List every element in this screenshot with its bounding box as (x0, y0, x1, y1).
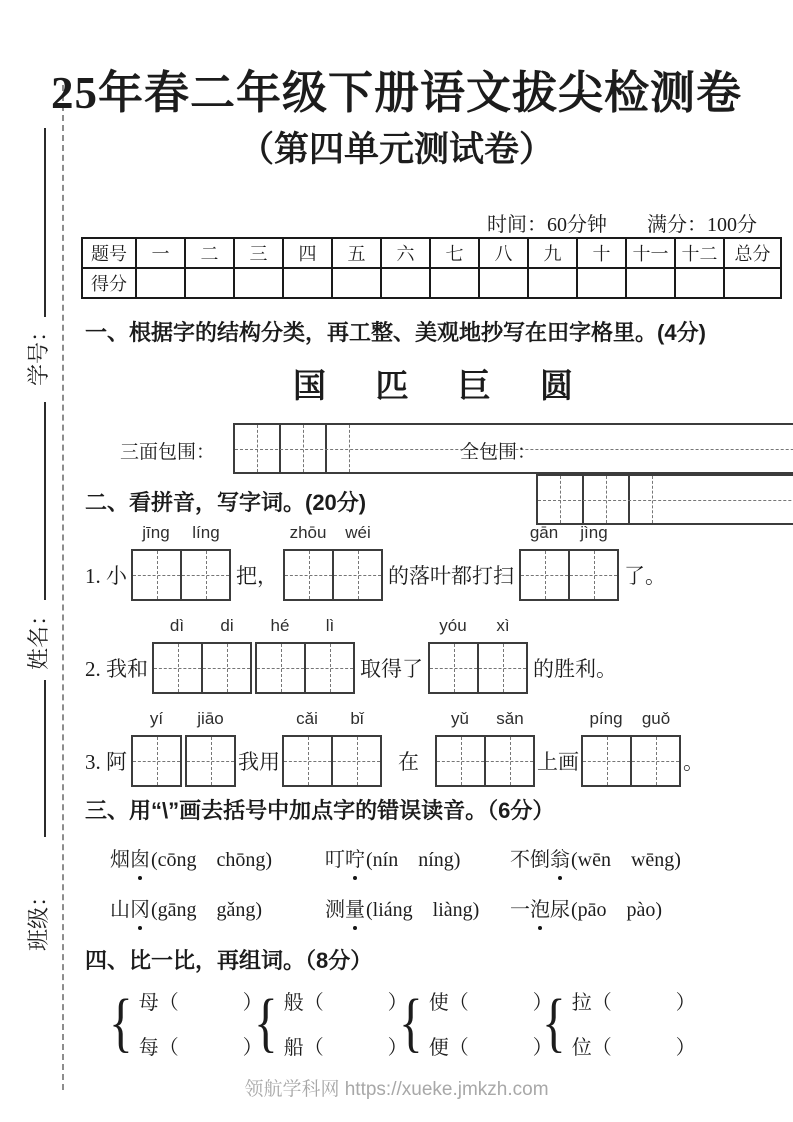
question-col: 九 (528, 238, 577, 268)
dotted-char: 冈 (130, 893, 150, 922)
practice-char: 匹 (375, 369, 409, 405)
tian-cell[interactable] (538, 476, 584, 523)
pronunciation-item (110, 843, 272, 872)
dotted-char: 囱 (130, 843, 150, 872)
score-cell[interactable] (185, 268, 234, 298)
word-text: 山 (110, 899, 130, 921)
practice-char: 国 (293, 369, 326, 405)
compare-char: 便 (428, 1037, 449, 1059)
compare-char: 使 (428, 992, 449, 1014)
sentence-text: 在 (398, 750, 419, 774)
pinyin-row (519, 523, 619, 543)
sentence-text: 了。 (624, 564, 666, 588)
sentence-text: 3. 阿 (85, 750, 127, 774)
tian-cell[interactable] (584, 476, 630, 523)
pinyin-syllable: lì (325, 616, 335, 635)
tian-cell[interactable] (333, 737, 380, 785)
pinyin-syllable: yóu (439, 616, 467, 635)
section1-heading: 一、根据字的结构分类，再工整、美观地抄写在田字格里。(4分) (85, 320, 706, 345)
tian-cell[interactable] (203, 644, 250, 692)
dotted-char: 翁 (550, 843, 570, 872)
question-col: 一 (136, 238, 185, 268)
pinyin-line-3 (85, 709, 706, 785)
compare-char: 母 (138, 992, 159, 1014)
score-cell[interactable] (381, 268, 430, 298)
score-cell[interactable] (528, 268, 577, 298)
sentence-text: 1. 小 (85, 564, 127, 588)
answer-blank[interactable]: （ ） (158, 1037, 264, 1059)
pronunciation-options[interactable]: (nín níng) (366, 849, 461, 871)
score-cell[interactable] (283, 268, 332, 298)
pronunciation-options[interactable]: (pāo pào) (571, 899, 663, 921)
score-cell[interactable] (479, 268, 528, 298)
pinyin-syllable: wéi (345, 523, 371, 542)
pronunciation-options[interactable]: (cōng chōng) (151, 849, 273, 871)
tian-cell[interactable] (154, 644, 203, 692)
class-blank-line[interactable] (44, 680, 46, 837)
pinyin-row (255, 616, 355, 636)
tianzige-grid-full-enclosure[interactable] (536, 474, 793, 525)
writing-box[interactable] (283, 523, 383, 601)
exam-title: 25年春二年级下册语文拔尖检测卷 (50, 68, 742, 118)
score-cell[interactable] (577, 268, 626, 298)
sentence-text: 的落叶都打扫 (388, 564, 514, 588)
writing-box[interactable] (185, 709, 236, 787)
pinyin-syllable: píng (589, 709, 623, 728)
tian-cell[interactable] (334, 551, 381, 599)
tian-cell[interactable] (257, 644, 306, 692)
sentence-text: 我用 (238, 750, 280, 774)
score-cell[interactable] (332, 268, 381, 298)
question-col: 十 (577, 238, 626, 268)
pinyin-row (282, 709, 382, 729)
answer-blank[interactable]: （ ） (591, 1037, 697, 1059)
brace-glyph: { (541, 986, 566, 1059)
score-table (81, 237, 782, 299)
tian-cell[interactable] (570, 551, 617, 599)
pinyin-row (131, 523, 231, 543)
tian-cell[interactable] (235, 425, 281, 472)
compare-words-row (0, 986, 793, 1066)
writing-box[interactable] (152, 616, 252, 694)
time-score-info: 时间：60分钟 满分：100分 (487, 214, 757, 236)
pinyin-syllable: cǎi (296, 709, 318, 728)
pinyin-row (283, 523, 383, 543)
writing-box[interactable] (131, 709, 182, 787)
sentence-text: 的胜利。 (533, 657, 617, 681)
brace-glyph: { (108, 986, 133, 1059)
question-col: 十二 (675, 238, 724, 268)
tian-cell[interactable] (306, 644, 353, 692)
practice-char: 圆 (539, 369, 573, 405)
dotted-char: 量 (345, 893, 365, 922)
compare-group (538, 986, 697, 1060)
name-label: 姓名： (26, 604, 51, 671)
pinyin-syllable: gān (529, 523, 559, 542)
pinyin-syllable: jìng (580, 523, 608, 542)
pinyin-syllable: yí (149, 709, 164, 728)
tian-cell[interactable] (437, 737, 486, 785)
answer-blank[interactable]: （ ） (158, 992, 264, 1014)
pinyin-row (581, 709, 681, 729)
question-col: 四 (283, 238, 332, 268)
pinyin-syllable: dì (169, 616, 185, 635)
question-col: 三 (234, 238, 283, 268)
pronunciation-item (325, 843, 460, 872)
pinyin-row (152, 616, 252, 636)
word-text: 烟 (110, 849, 130, 871)
word-text: 尿 (550, 899, 570, 921)
brace-glyph: { (398, 986, 423, 1059)
word-text: 叮 (325, 849, 345, 871)
tian-cell[interactable] (133, 551, 182, 599)
answer-blank[interactable]: （ ） (448, 992, 554, 1014)
pinyin-row (185, 709, 236, 729)
tian-cell[interactable] (327, 425, 371, 472)
pinyin-syllable: jiāo (197, 709, 224, 728)
score-row-header: 得分 (82, 268, 136, 298)
tian-cell[interactable] (187, 737, 234, 785)
practice-char: 巨 (457, 369, 491, 405)
score-cell[interactable] (430, 268, 479, 298)
score-row (82, 268, 781, 298)
pinyin-syllable: yǔ (451, 709, 469, 728)
total-score-col: 总分 (724, 238, 781, 268)
exam-subtitle: （第四单元测试卷） (238, 130, 554, 169)
pinyin-syllable: bǐ (350, 709, 364, 728)
pronunciation-item (325, 893, 479, 922)
tian-cell[interactable] (281, 425, 327, 472)
tian-cell[interactable] (284, 737, 333, 785)
sentence-text: 。 (683, 750, 704, 774)
pinyin-row (131, 709, 182, 729)
sentence-text: 把， (236, 564, 278, 588)
class-label: 班级： (26, 885, 51, 952)
score-cell[interactable] (136, 268, 185, 298)
pronunciation-item (110, 893, 262, 922)
pronunciation-item (510, 893, 662, 922)
pronunciation-item (510, 843, 681, 872)
pinyin-syllable: guǒ (641, 709, 671, 728)
compare-group (395, 986, 554, 1060)
compare-char: 位 (571, 1037, 592, 1059)
pinyin-row (428, 616, 528, 636)
writing-box[interactable] (435, 709, 535, 787)
dotted-char: 泡 (530, 893, 550, 922)
brace-glyph: { (253, 986, 278, 1059)
score-cell[interactable] (234, 268, 283, 298)
tian-cell[interactable] (583, 737, 632, 785)
pinyin-row (435, 709, 535, 729)
compare-char: 般 (283, 992, 304, 1014)
pinyin-syllable: di (220, 616, 234, 635)
pinyin-line-2 (85, 616, 622, 692)
pinyin-line-1 (85, 523, 671, 599)
question-col: 五 (332, 238, 381, 268)
tian-cell[interactable] (521, 551, 570, 599)
footer-watermark[interactable]: 领航学科网 https://xueke.jmkzh.com (244, 1079, 549, 1100)
writing-box[interactable] (581, 709, 681, 787)
tian-cell[interactable] (285, 551, 334, 599)
question-col: 六 (381, 238, 430, 268)
tian-cell[interactable] (486, 737, 533, 785)
question-col: 二 (185, 238, 234, 268)
pinyin-syllable: jīng (142, 523, 170, 542)
word-text: 不倒 (510, 849, 550, 871)
writing-box[interactable] (255, 616, 355, 694)
pinyin-syllable: líng (192, 523, 220, 542)
student-id-label: 学号： (26, 320, 51, 387)
section3-heading: 三、用“\”画去括号中加点字的错误读音。（6分） (85, 798, 555, 823)
question-number-header: 题号 (82, 238, 136, 268)
writing-box[interactable] (131, 523, 231, 601)
margin-divider-line (62, 85, 64, 1090)
pinyin-syllable: sǎn (496, 709, 524, 728)
three-side-enclosure-label: 三面包围： (120, 442, 216, 463)
score-cell[interactable] (675, 268, 724, 298)
section4-heading: 四、比一比，再组词。（8分） (85, 948, 373, 973)
tian-cell[interactable] (182, 551, 229, 599)
section2-heading: 二、看拼音，写字词。(20分) (85, 490, 367, 515)
question-col: 七 (430, 238, 479, 268)
compare-char: 每 (138, 1037, 159, 1059)
word-text: 一 (510, 899, 530, 921)
word-text: 测 (325, 899, 345, 921)
sentence-text: 取得了 (360, 657, 423, 681)
tian-cell[interactable] (630, 476, 674, 523)
tian-cell[interactable] (479, 644, 526, 692)
pinyin-syllable: hé (270, 616, 290, 635)
dotted-char: 咛 (345, 843, 365, 872)
total-score-cell[interactable] (724, 268, 781, 298)
full-enclosure-label: 全包围： (460, 442, 537, 463)
pinyin-syllable: xì (496, 616, 510, 635)
pinyin-syllable: zhōu (289, 523, 327, 542)
practice-characters (293, 360, 573, 407)
answer-blank[interactable]: （ ） (303, 1037, 409, 1059)
question-number-row (82, 238, 781, 268)
question-col: 十一 (626, 238, 675, 268)
writing-box[interactable] (519, 523, 619, 601)
tian-cell[interactable] (133, 737, 180, 785)
sentence-text: 上画 (537, 750, 579, 774)
compare-group (105, 986, 264, 1060)
answer-blank[interactable]: （ ） (303, 992, 409, 1014)
score-cell[interactable] (626, 268, 675, 298)
sentence-text: 2. 我和 (85, 657, 148, 681)
writing-box[interactable] (282, 709, 382, 787)
name-blank-line[interactable] (44, 402, 46, 600)
compare-char: 船 (283, 1037, 304, 1059)
answer-blank[interactable]: （ ） (591, 992, 697, 1014)
compare-char: 拉 (571, 992, 592, 1014)
writing-box[interactable] (428, 616, 528, 694)
answer-blank[interactable]: （ ） (448, 1037, 554, 1059)
tian-cell[interactable] (430, 644, 479, 692)
compare-group (250, 986, 409, 1060)
pronunciation-options[interactable]: (liáng liàng) (366, 899, 480, 921)
pronunciation-options[interactable]: (wēn wēng) (571, 849, 681, 871)
tian-cell[interactable] (632, 737, 679, 785)
pronunciation-options[interactable]: (gāng gǎng) (151, 899, 263, 921)
question-col: 八 (479, 238, 528, 268)
